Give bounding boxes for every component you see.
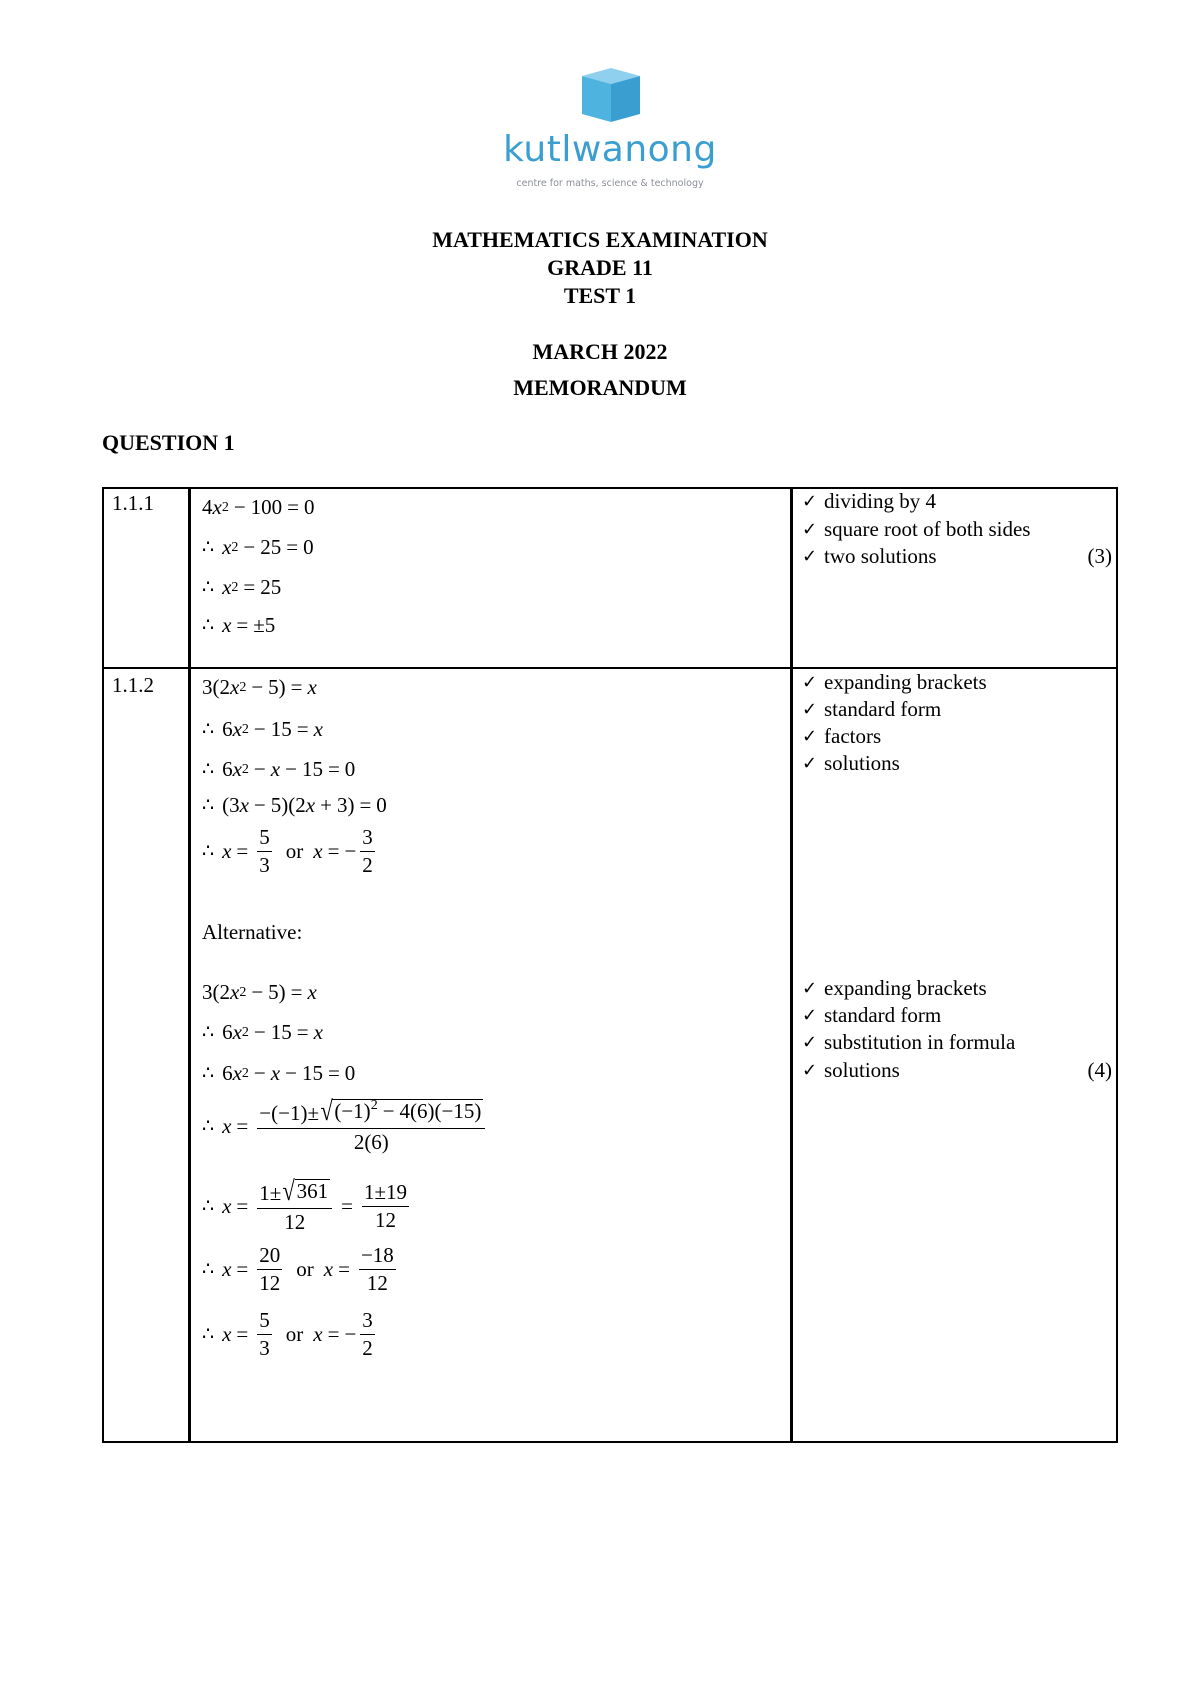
working-step: ∴ 6 x 2 − x − 15 = 0 — [202, 757, 356, 781]
table-border-left — [102, 487, 104, 1443]
working-step: ∴ (3 x − 5)(2 x + 3) = 0 — [202, 793, 387, 817]
mark-item: ✓ substitution in formula — [802, 1030, 1016, 1054]
checkmark-icon: ✓ — [802, 1032, 818, 1053]
checkmark-icon: ✓ — [802, 546, 818, 567]
table-border-bottom — [102, 1441, 1118, 1443]
checkmark-icon: ✓ — [802, 1005, 818, 1026]
marks-1-1-2 — [802, 667, 1112, 1437]
question-title: QUESTION 1 — [102, 430, 235, 455]
mark-item: ✓ square root of both sides — [802, 517, 1031, 541]
grade-label: GRADE 11 — [547, 255, 653, 280]
working-step: ∴ x = $\frac{5}{3}$ or x = − $\frac{3}{2}$ — [202, 1308, 373, 1360]
checkmark-icon: ✓ — [802, 699, 818, 720]
logo-tagline: centre for maths, science & technology — [516, 178, 704, 189]
working-step: 4 x 2 − 100 = 0 — [202, 495, 315, 519]
mark-item: ✓ two solutions — [802, 544, 937, 568]
working-step: 3(2 x 2 − 5) = x — [202, 675, 317, 699]
question-number: 1.1.1 — [112, 491, 154, 515]
working-step: ∴ 6 x 2 − 15 = x — [202, 717, 323, 741]
mark-item: ✓ solutions — [802, 1058, 900, 1082]
test-label: TEST 1 — [563, 283, 637, 308]
mark-total: (4) — [1087, 1058, 1112, 1082]
working-step: ∴ x 2 = 25 — [202, 575, 282, 599]
document-type: MEMORANDUM — [513, 375, 687, 400]
marks-1-1-1 — [802, 487, 1112, 667]
mark-item: ✓ expanding brackets — [802, 976, 987, 1000]
working-step: ∴ x = ±5 — [202, 613, 276, 637]
exam-title: MATHEMATICS EXAMINATION — [432, 227, 768, 252]
checkmark-icon: ✓ — [802, 726, 818, 747]
kutlwanong-logo — [490, 68, 730, 198]
working-step: ∴ 6 x 2 − 15 = x — [202, 1020, 323, 1044]
checkmark-icon: ✓ — [802, 753, 818, 774]
working-step: ∴ x = $\frac{20}{12}$ or x = $\frac{-18}{12}$ — [202, 1243, 394, 1295]
exam-date: MARCH 2022 — [532, 339, 668, 364]
checkmark-icon: ✓ — [802, 519, 818, 540]
working-step: ∴ 6 x 2 − x − 15 = 0 — [202, 1061, 356, 1085]
mark-item: ✓ standard form — [802, 1003, 942, 1027]
checkmark-icon: ✓ — [802, 672, 818, 693]
mark-item: ✓ expanding brackets — [802, 670, 987, 694]
checkmark-icon: ✓ — [802, 491, 818, 512]
mark-item: ✓ dividing by 4 — [802, 489, 937, 513]
mark-total: (3) — [1087, 544, 1112, 568]
alternative-label: Alternative: — [202, 920, 303, 944]
table-border-right — [1116, 487, 1118, 1443]
working-step: ∴ x = 1± √ 361 12 = $\frac{1\pm 19}{12}$ — [202, 1176, 408, 1234]
column-divider — [790, 487, 793, 1443]
working-step: 3(2 x 2 − 5) = x — [202, 980, 317, 1004]
question-number: 1.1.2 — [112, 673, 154, 697]
checkmark-icon: ✓ — [802, 978, 818, 999]
column-divider — [188, 487, 191, 1443]
cube-icon — [578, 68, 644, 122]
mark-item: ✓ solutions — [802, 751, 900, 775]
working-step: ∴ x 2 − 25 = 0 — [202, 535, 314, 559]
mark-item: ✓ factors — [802, 724, 882, 748]
memo-table — [102, 487, 1118, 1443]
checkmark-icon: ✓ — [802, 1060, 818, 1081]
working-step-quadratic-formula: ∴ x = −(−1)± √ $(-1)^2 - 4(6)(-15)$ 2(6) — [202, 1099, 489, 1153]
mark-item: ✓ standard form — [802, 697, 942, 721]
working-step: ∴ x = $\frac{5}{3}$ or x = − $\frac{3}{2}$ — [202, 825, 373, 877]
logo-wordmark: kutlwanong — [503, 129, 717, 170]
